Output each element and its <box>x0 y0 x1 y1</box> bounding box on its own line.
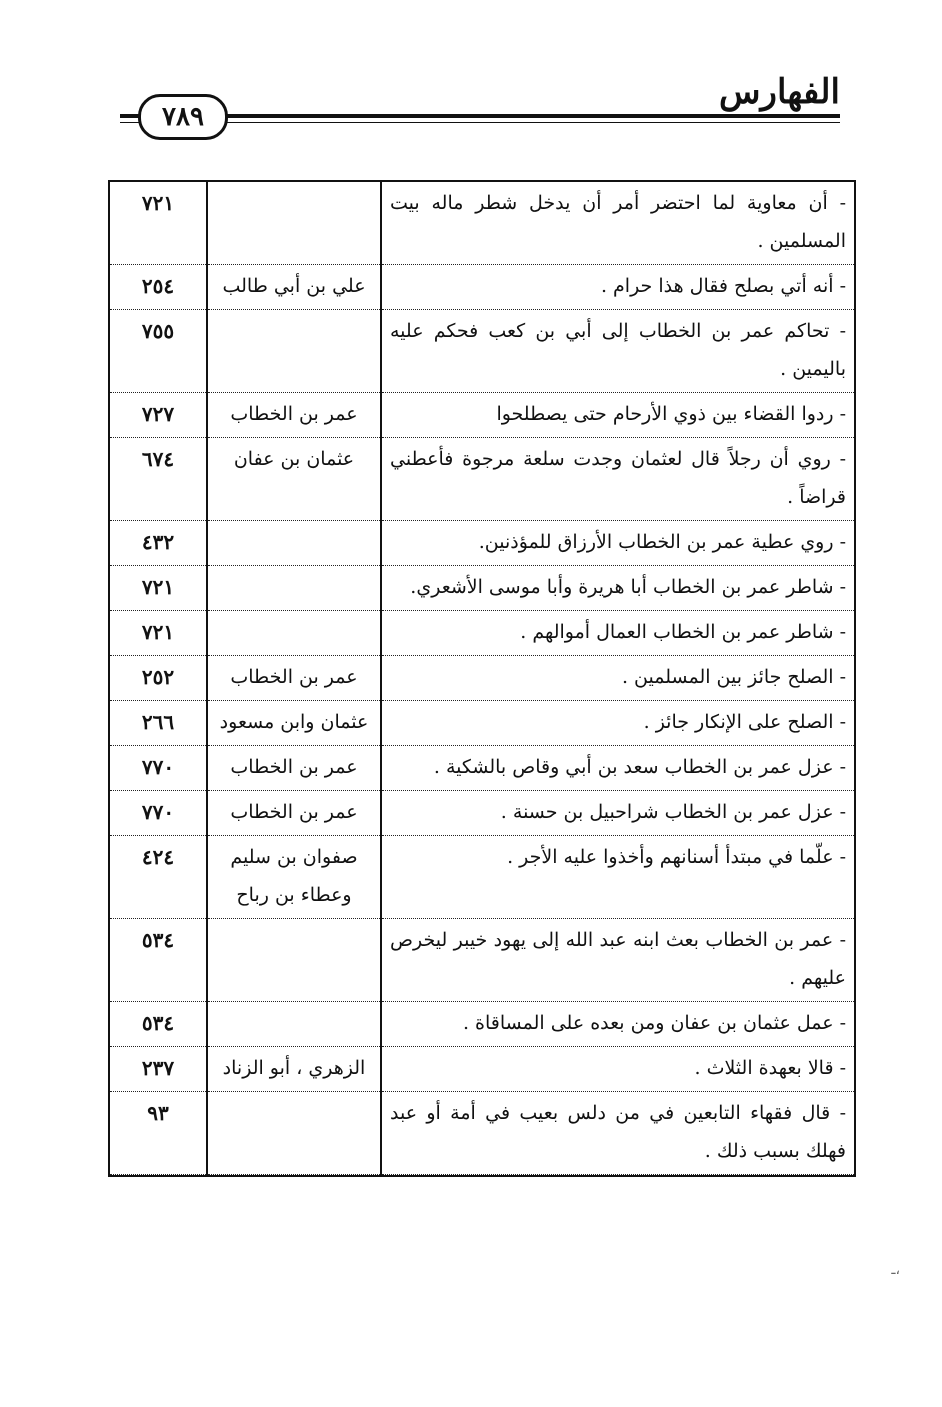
entry-text: - علّما في مبتدأ أسنانهم وأخذوا عليه الأجر . <box>381 836 854 919</box>
table-row <box>110 611 854 656</box>
entry-person <box>207 919 381 1002</box>
entry-person: عمر بن الخطاب <box>207 393 381 438</box>
entry-text: - روي عطية عمر بن الخطاب الأرزاق للمؤذنين. <box>381 521 854 566</box>
entry-page: ٥٣٤ <box>110 919 207 1002</box>
entry-page: ٢٣٧ <box>110 1047 207 1092</box>
index-table-body <box>110 182 854 1175</box>
entry-text: - تحاكم عمر بن الخطاب إلى أبي بن كعب فحكم عليه باليمين . <box>381 310 854 393</box>
table-row <box>110 701 854 746</box>
page-number-badge: ٧٨٩ <box>138 94 228 140</box>
table-row <box>110 310 854 393</box>
entry-page: ٧٧٠ <box>110 746 207 791</box>
header-rule <box>120 114 840 118</box>
entry-page: ٧٢٧ <box>110 393 207 438</box>
table-row <box>110 656 854 701</box>
entry-page: ٤٣٢ <box>110 521 207 566</box>
entry-person: عثمان بن عفان <box>207 438 381 521</box>
entry-person: عثمان وابن مسعود <box>207 701 381 746</box>
entry-person <box>207 1002 381 1047</box>
table-row <box>110 521 854 566</box>
entry-text: - شاطر عمر بن الخطاب أبا هريرة وأبا موسى الأشعري. <box>381 566 854 611</box>
entry-page: ٧٢١ <box>110 566 207 611</box>
entry-page: ٢٦٦ <box>110 701 207 746</box>
entry-page: ٩٣ <box>110 1092 207 1175</box>
entry-person: علي بن أبي طالب <box>207 265 381 310</box>
table-row <box>110 265 854 310</box>
entry-page: ٧٥٥ <box>110 310 207 393</box>
index-table-frame <box>108 180 856 1177</box>
entry-person: عمر بن الخطاب <box>207 791 381 836</box>
table-row <box>110 1047 854 1092</box>
entry-person: الزهري ، أبو الزناد <box>207 1047 381 1092</box>
entry-text: - أن معاوية لما احتضر أمر أن يدخل شطر ماله بيت المسلمين . <box>381 182 854 265</box>
entry-person <box>207 521 381 566</box>
entry-page: ٧٢١ <box>110 182 207 265</box>
entry-text: - أنه أتي بصلح فقال هذا حرام . <box>381 265 854 310</box>
entry-text: - قالا بعهدة الثلاث . <box>381 1047 854 1092</box>
entry-person: عمر بن الخطاب <box>207 656 381 701</box>
entry-person <box>207 611 381 656</box>
entry-text: - روي أن رجلاً قال لعثمان وجدت سلعة مرجوة فأعطني قراضاً . <box>381 438 854 521</box>
table-row <box>110 746 854 791</box>
entry-person <box>207 182 381 265</box>
entry-person <box>207 566 381 611</box>
index-table <box>110 182 854 1175</box>
margin-mark: ـ، <box>891 1262 900 1278</box>
entry-page: ٤٢٤ <box>110 836 207 919</box>
entry-text: - الصلح على الإنكار جائز . <box>381 701 854 746</box>
entry-text: - ردوا القضاء بين ذوي الأرحام حتى يصطلحوا <box>381 393 854 438</box>
table-row <box>110 791 854 836</box>
table-row <box>110 438 854 521</box>
table-row <box>110 1092 854 1175</box>
table-row <box>110 919 854 1002</box>
entry-text: - عزل عمر بن الخطاب سعد بن أبي وقاص بالشكية . <box>381 746 854 791</box>
entry-text: - شاطر عمر بن الخطاب العمال أموالهم . <box>381 611 854 656</box>
entry-page: ٦٧٤ <box>110 438 207 521</box>
table-row <box>110 393 854 438</box>
entry-page: ٧٢١ <box>110 611 207 656</box>
entry-page: ٧٧٠ <box>110 791 207 836</box>
entry-text: - عمل عثمان بن عفان ومن بعده على المساقاة . <box>381 1002 854 1047</box>
entry-page: ٢٥٢ <box>110 656 207 701</box>
entry-text: - عمر بن الخطاب بعث ابنه عبد الله إلى يهود خيبر ليخرص عليهم . <box>381 919 854 1002</box>
entry-page: ٢٥٤ <box>110 265 207 310</box>
entry-text: - عزل عمر بن الخطاب شراحبيل بن حسنة . <box>381 791 854 836</box>
table-row <box>110 1002 854 1047</box>
table-row <box>110 182 854 265</box>
entry-person: صفوان بن سليم وعطاء بن رباح <box>207 836 381 919</box>
header-rule-thin <box>120 122 840 123</box>
table-row <box>110 566 854 611</box>
entry-person: عمر بن الخطاب <box>207 746 381 791</box>
page-header <box>120 70 840 140</box>
entry-person <box>207 1092 381 1175</box>
entry-page: ٥٣٤ <box>110 1002 207 1047</box>
entry-text: - قال فقهاء التابعين في من دلس بعيب في أمة أو عبد فهلك بسبب ذلك . <box>381 1092 854 1175</box>
entry-text: - الصلح جائز بين المسلمين . <box>381 656 854 701</box>
entry-person <box>207 310 381 393</box>
table-row <box>110 836 854 919</box>
header-title: الفهارس <box>719 72 840 112</box>
